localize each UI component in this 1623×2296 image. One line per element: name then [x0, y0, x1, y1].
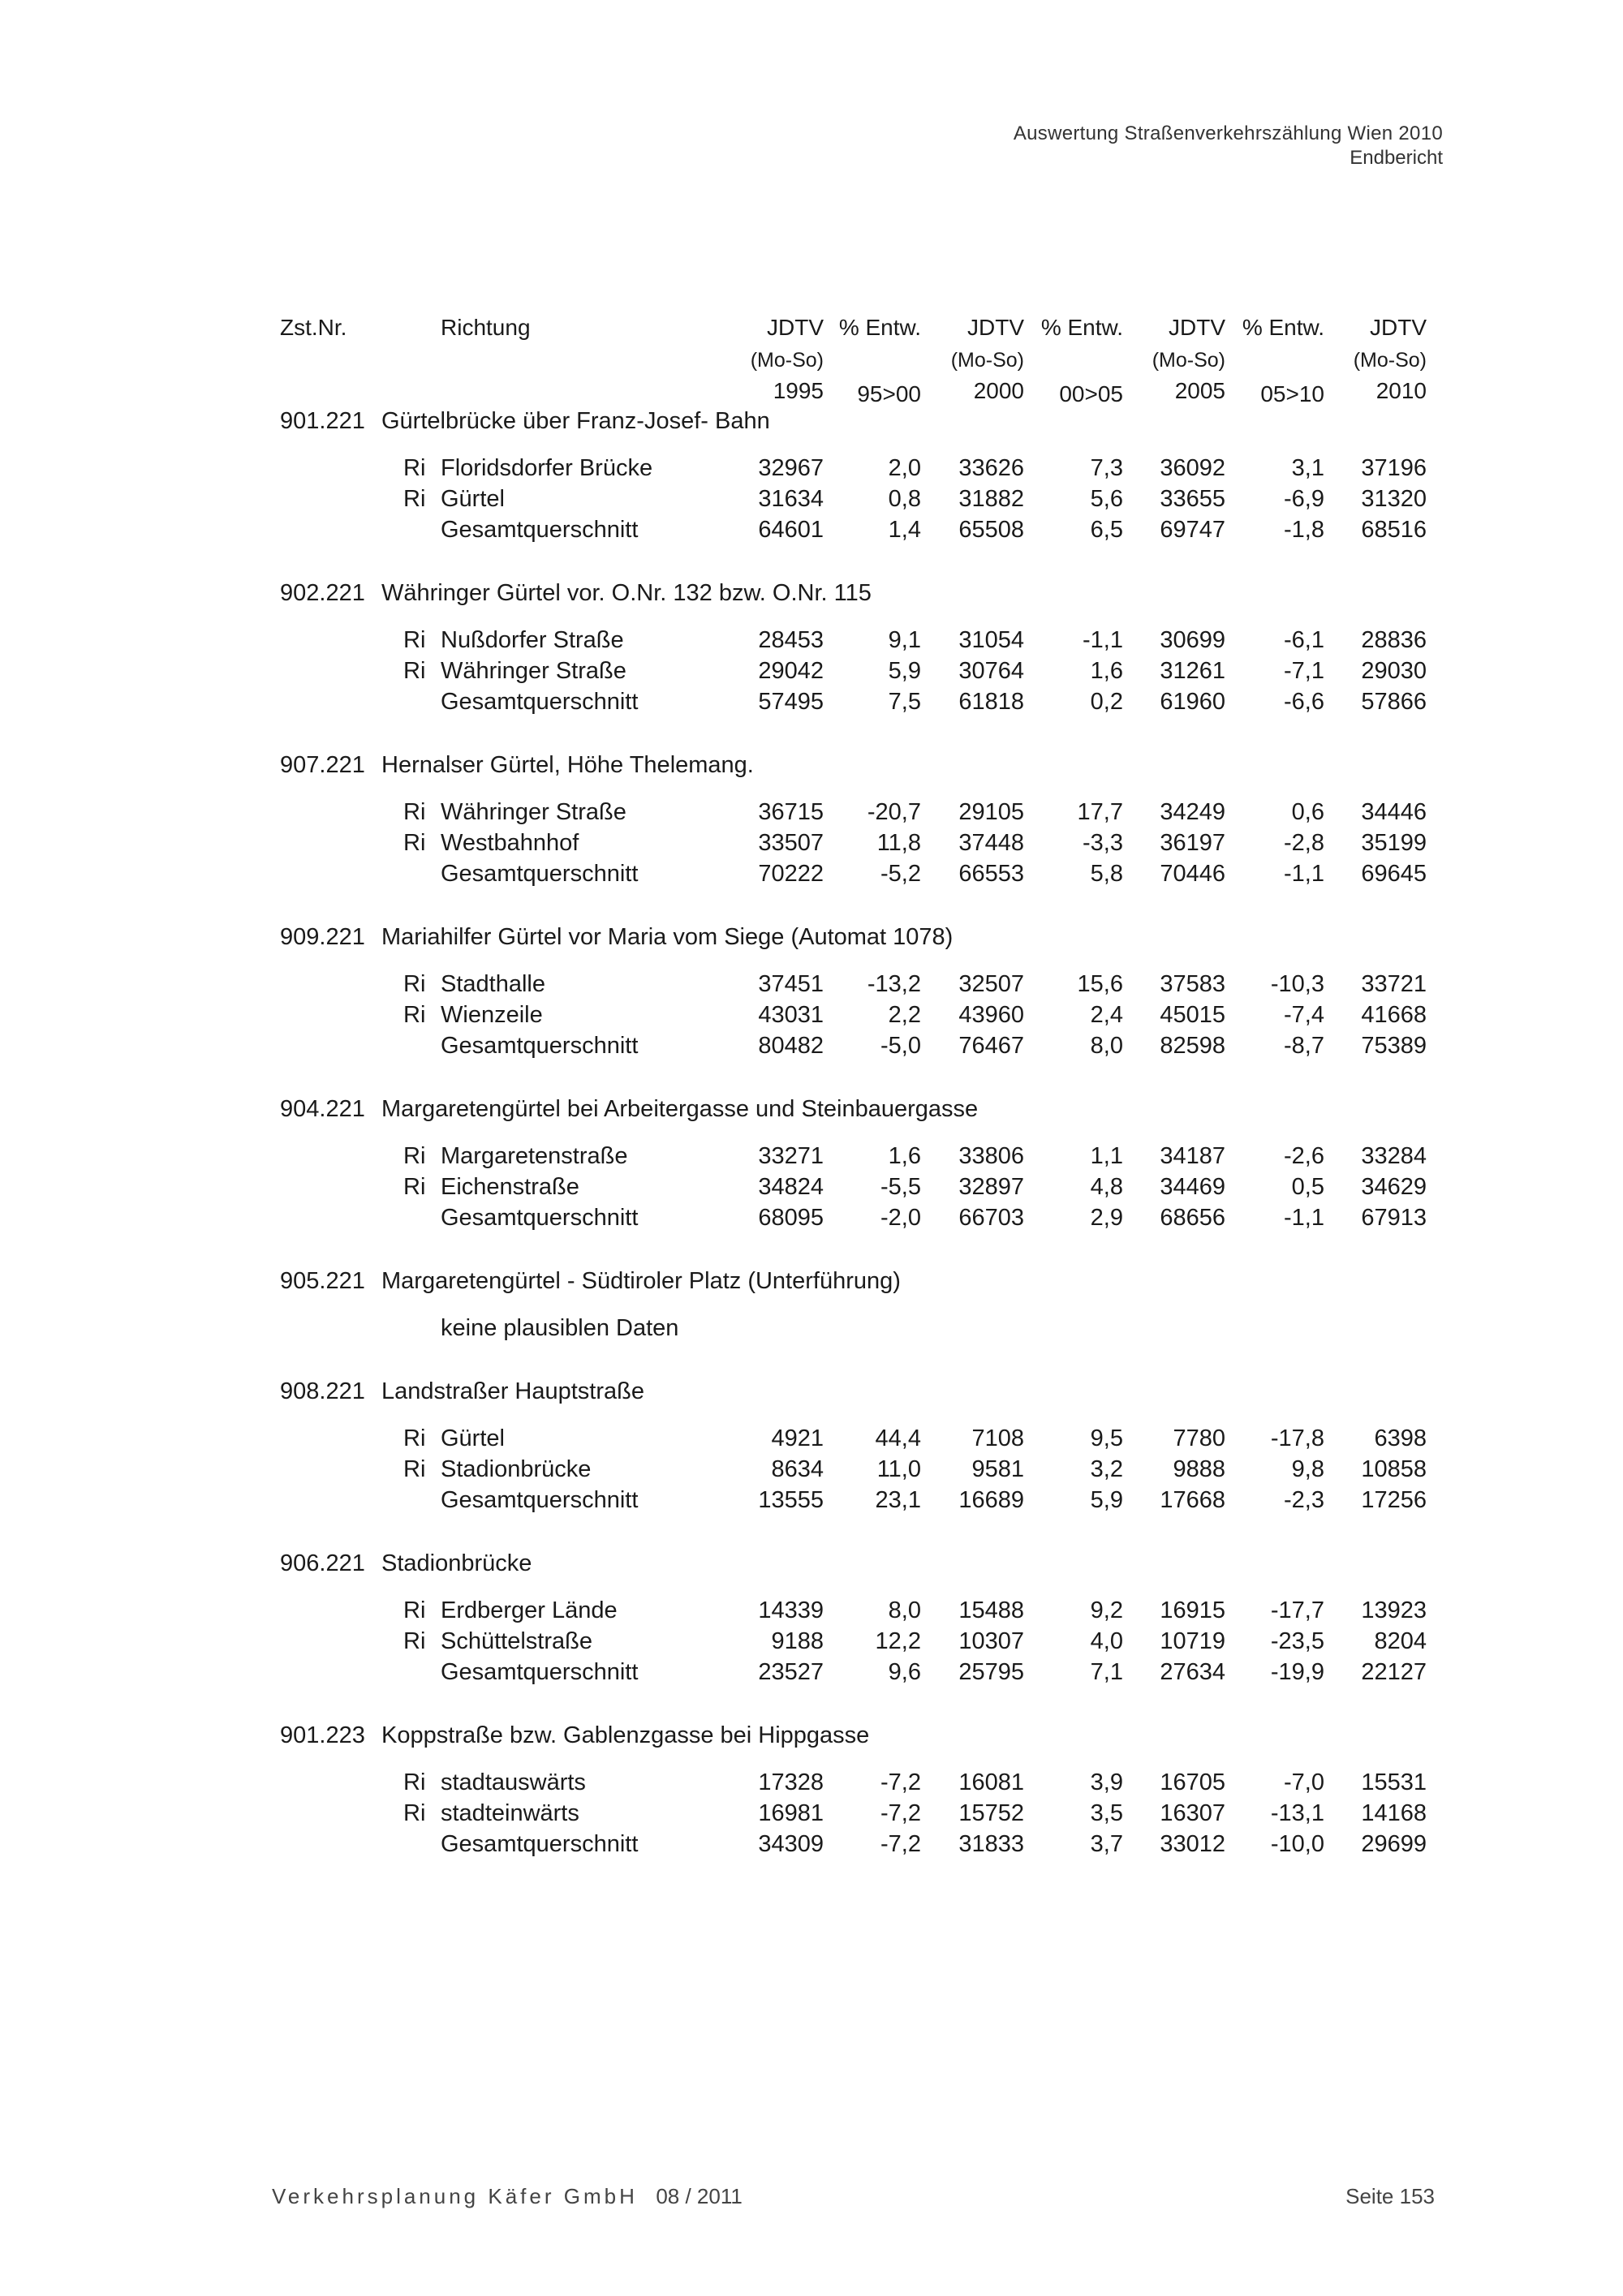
total-label: Gesamtquerschnitt — [441, 1487, 639, 1513]
total-label: Gesamtquerschnitt — [441, 1205, 639, 1231]
value-cell: 29042 — [758, 658, 824, 684]
value-cell: 66553 — [958, 861, 1024, 887]
value-cell: -7,2 — [880, 1831, 921, 1857]
value-cell: 1,6 — [888, 1143, 921, 1169]
value-cell: 36715 — [758, 799, 824, 825]
direction-name: Wienzeile — [441, 1002, 543, 1028]
value-cell: 16981 — [758, 1800, 824, 1826]
value-cell: -7,2 — [880, 1800, 921, 1826]
company-name: Verkehrsplanung Käfer GmbH — [272, 2184, 638, 2208]
value-cell: 37448 — [958, 830, 1024, 856]
direction-prefix: Ri — [403, 627, 426, 653]
value-cell: 1,1 — [1090, 1143, 1123, 1169]
value-cell: -1,1 — [1284, 861, 1324, 887]
column-head-top: JDTV — [767, 315, 824, 340]
value-cell: -2,0 — [880, 1205, 921, 1231]
column-head-top: JDTV — [967, 315, 1024, 340]
value-cell: 34309 — [758, 1831, 824, 1857]
value-cell: 9,8 — [1291, 1456, 1324, 1482]
station-title: Stadionbrücke — [381, 1550, 532, 1576]
value-cell: 4,0 — [1090, 1628, 1123, 1654]
value-cell: -23,5 — [1270, 1628, 1324, 1654]
value-cell: -1,1 — [1284, 1205, 1324, 1231]
value-cell: -2,3 — [1284, 1487, 1324, 1513]
value-cell: 37451 — [758, 971, 824, 997]
value-cell: -6,1 — [1284, 627, 1324, 653]
value-cell: 17,7 — [1077, 799, 1123, 825]
direction-name: Margaretenstraße — [441, 1143, 628, 1169]
value-cell: 70222 — [758, 861, 824, 887]
footer-company — [272, 2184, 743, 2209]
value-cell: 23,1 — [875, 1487, 921, 1513]
value-cell: 13923 — [1361, 1597, 1427, 1623]
value-cell: 14339 — [758, 1597, 824, 1623]
value-cell: 33806 — [958, 1143, 1024, 1169]
station-number: 902.221 — [280, 580, 365, 606]
station-number: 908.221 — [280, 1378, 365, 1404]
value-cell: 32967 — [758, 455, 824, 481]
value-cell: 34469 — [1160, 1174, 1225, 1200]
direction-name: Schüttelstraße — [441, 1628, 592, 1654]
value-cell: 10858 — [1361, 1456, 1427, 1482]
column-head-period: 2005 — [1174, 378, 1225, 403]
value-cell: 7,5 — [888, 689, 921, 715]
value-cell: 36197 — [1160, 830, 1225, 856]
value-cell: 16081 — [958, 1769, 1024, 1795]
value-cell: 3,5 — [1090, 1800, 1123, 1826]
value-cell: 8204 — [1374, 1628, 1427, 1654]
value-cell: 2,4 — [1090, 1002, 1123, 1028]
column-head-period: 1995 — [773, 378, 824, 403]
value-cell: 75389 — [1361, 1033, 1427, 1059]
value-cell: 6,5 — [1090, 517, 1123, 543]
value-cell: 28836 — [1361, 627, 1427, 653]
value-cell: -17,8 — [1270, 1425, 1324, 1451]
value-cell: 37583 — [1160, 971, 1225, 997]
value-cell: 7780 — [1173, 1425, 1225, 1451]
value-cell: 44,4 — [875, 1425, 921, 1451]
total-label: Gesamtquerschnitt — [441, 1033, 639, 1059]
direction-name: Floridsdorfer Brücke — [441, 455, 653, 481]
value-cell: 29030 — [1361, 658, 1427, 684]
direction-prefix: Ri — [403, 486, 426, 512]
value-cell: 17328 — [758, 1769, 824, 1795]
value-cell: 5,9 — [1090, 1487, 1123, 1513]
direction-name: Währinger Straße — [441, 799, 626, 825]
value-cell: -5,2 — [880, 861, 921, 887]
value-cell: 16705 — [1160, 1769, 1225, 1795]
station-number: 909.221 — [280, 924, 365, 950]
value-cell: -5,5 — [880, 1174, 921, 1200]
column-head-top: JDTV — [1169, 315, 1225, 340]
column-head-top: % Entw. — [1242, 315, 1324, 340]
direction-prefix: Ri — [403, 1002, 426, 1028]
page-number: Seite 153 — [1345, 2184, 1435, 2208]
value-cell: 0,2 — [1090, 689, 1123, 715]
direction-prefix: Ri — [403, 1425, 426, 1451]
value-cell: 69747 — [1160, 517, 1225, 543]
direction-prefix: Ri — [403, 971, 426, 997]
total-label: Gesamtquerschnitt — [441, 1659, 639, 1685]
value-cell: 33507 — [758, 830, 824, 856]
direction-prefix: Ri — [403, 1143, 426, 1169]
value-cell: 69645 — [1361, 861, 1427, 887]
page-header — [1014, 122, 1443, 170]
station-number: 904.221 — [280, 1096, 365, 1122]
direction-name: Westbahnhof — [441, 830, 579, 856]
value-cell: -2,6 — [1284, 1143, 1324, 1169]
column-head-period: 00>05 — [1059, 381, 1123, 406]
direction-prefix: Ri — [403, 1174, 426, 1200]
value-cell: 3,7 — [1090, 1831, 1123, 1857]
value-cell: 30764 — [958, 658, 1024, 684]
value-cell: 14168 — [1361, 1800, 1427, 1826]
station-title: Gürtelbrücke über Franz-Josef- Bahn — [381, 408, 770, 434]
value-cell: 9188 — [771, 1628, 824, 1654]
value-cell: 23527 — [758, 1659, 824, 1685]
value-cell: 13555 — [758, 1487, 824, 1513]
value-cell: 29105 — [958, 799, 1024, 825]
value-cell: 33626 — [958, 455, 1024, 481]
value-cell: 9,1 — [888, 627, 921, 653]
value-cell: 33271 — [758, 1143, 824, 1169]
value-cell: 16689 — [958, 1487, 1024, 1513]
value-cell: 11,0 — [876, 1456, 921, 1482]
value-cell: 43031 — [758, 1002, 824, 1028]
value-cell: 3,2 — [1090, 1456, 1123, 1482]
station-title: Währinger Gürtel vor. O.Nr. 132 bzw. O.Nr. 115 — [381, 580, 872, 606]
value-cell: 28453 — [758, 627, 824, 653]
direction-name: Währinger Straße — [441, 658, 626, 684]
column-head-unit: (Mo-So) — [1353, 349, 1427, 372]
station-number: 906.221 — [280, 1550, 365, 1576]
value-cell: 34629 — [1361, 1174, 1427, 1200]
direction-prefix: Ri — [403, 799, 426, 825]
value-cell: 16307 — [1160, 1800, 1225, 1826]
station-title: Hernalser Gürtel, Höhe Thelemang. — [381, 752, 754, 778]
value-cell: 9,6 — [888, 1659, 921, 1685]
station-number: 905.221 — [280, 1268, 365, 1294]
value-cell: 10719 — [1160, 1628, 1225, 1654]
column-head-top: % Entw. — [838, 315, 921, 340]
value-cell: -2,8 — [1284, 830, 1324, 856]
value-cell: -1,1 — [1083, 627, 1123, 653]
station-number: 901.223 — [280, 1722, 365, 1748]
direction-name: Erdberger Lände — [441, 1597, 618, 1623]
footer-date: 08 / 2011 — [656, 2184, 743, 2208]
direction-prefix: Ri — [403, 830, 426, 856]
value-cell: -7,0 — [1284, 1769, 1324, 1795]
direction-prefix: Ri — [403, 1800, 426, 1826]
direction-prefix: Ri — [403, 1597, 426, 1623]
direction-prefix: Ri — [403, 1456, 426, 1482]
station-title: Margaretengürtel bei Arbeitergasse und Steinbauergasse — [381, 1096, 979, 1122]
value-cell: -20,7 — [867, 799, 921, 825]
value-cell: 34187 — [1160, 1143, 1225, 1169]
value-cell: 41668 — [1361, 1002, 1427, 1028]
value-cell: 31882 — [958, 486, 1024, 512]
value-cell: 0,6 — [1291, 799, 1324, 825]
value-cell: 9,5 — [1090, 1425, 1123, 1451]
value-cell: -7,4 — [1284, 1002, 1324, 1028]
value-cell: 33284 — [1361, 1143, 1427, 1169]
direction-name: stadtauswärts — [441, 1769, 586, 1795]
value-cell: 10307 — [958, 1628, 1024, 1654]
value-cell: 36092 — [1160, 455, 1225, 481]
value-cell: 34824 — [758, 1174, 824, 1200]
value-cell: 7,1 — [1090, 1659, 1123, 1685]
value-cell: 33721 — [1361, 971, 1427, 997]
value-cell: 29699 — [1361, 1831, 1427, 1857]
value-cell: -3,3 — [1083, 830, 1123, 856]
value-cell: 0,8 — [888, 486, 921, 512]
value-cell: 27634 — [1160, 1659, 1225, 1685]
value-cell: 31320 — [1361, 486, 1427, 512]
total-label: Gesamtquerschnitt — [441, 861, 639, 887]
value-cell: 68095 — [758, 1205, 824, 1231]
value-cell: 32507 — [958, 971, 1024, 997]
direction-prefix: Ri — [403, 1628, 426, 1654]
column-head-period: 2010 — [1375, 378, 1427, 403]
value-cell: 12,2 — [875, 1628, 921, 1654]
value-cell: 3,9 — [1090, 1769, 1123, 1795]
value-cell: -7,1 — [1284, 658, 1324, 684]
value-cell: 8,0 — [1090, 1033, 1123, 1059]
value-cell: 34249 — [1160, 799, 1225, 825]
value-cell: 37196 — [1361, 455, 1427, 481]
value-cell: -19,9 — [1270, 1659, 1324, 1685]
total-label: Gesamtquerschnitt — [441, 689, 639, 715]
column-head-top: JDTV — [1370, 315, 1427, 340]
value-cell: -6,9 — [1284, 486, 1324, 512]
value-cell: 2,2 — [888, 1002, 921, 1028]
direction-name: stadteinwärts — [441, 1800, 579, 1826]
value-cell: -6,6 — [1284, 689, 1324, 715]
value-cell: 31261 — [1160, 658, 1225, 684]
station-title: Koppstraße bzw. Gablenzgasse bei Hippgasse — [381, 1722, 870, 1748]
value-cell: 31634 — [758, 486, 824, 512]
value-cell: 15,6 — [1077, 971, 1123, 997]
value-cell: -8,7 — [1284, 1033, 1324, 1059]
value-cell: 5,9 — [888, 658, 921, 684]
column-head-period: 95>00 — [857, 381, 921, 406]
value-cell: 17256 — [1361, 1487, 1427, 1513]
direction-prefix: Ri — [403, 658, 426, 684]
value-cell: 68656 — [1160, 1205, 1225, 1231]
value-cell: 9888 — [1173, 1456, 1225, 1482]
value-cell: -10,0 — [1270, 1831, 1324, 1857]
value-cell: 65508 — [958, 517, 1024, 543]
direction-prefix: Ri — [403, 1769, 426, 1795]
value-cell: -1,8 — [1284, 517, 1324, 543]
column-zst-nr: Zst.Nr. — [280, 315, 347, 340]
value-cell: 64601 — [758, 517, 824, 543]
no-data-note: keine plausiblen Daten — [441, 1315, 679, 1341]
value-cell: 43960 — [958, 1002, 1024, 1028]
value-cell: 17668 — [1160, 1487, 1225, 1513]
value-cell: 15488 — [958, 1597, 1024, 1623]
value-cell: 80482 — [758, 1033, 824, 1059]
value-cell: 34446 — [1361, 799, 1427, 825]
value-cell: -13,1 — [1270, 1800, 1324, 1826]
value-cell: 2,9 — [1090, 1205, 1123, 1231]
column-head-top: % Entw. — [1040, 315, 1123, 340]
report-title: Auswertung Straßenverkehrszählung Wien 2010 — [1013, 123, 1443, 144]
direction-name: Gürtel — [441, 486, 505, 512]
total-label: Gesamtquerschnitt — [441, 1831, 639, 1857]
value-cell: 61818 — [958, 689, 1024, 715]
value-cell: 3,1 — [1291, 455, 1324, 481]
value-cell: -7,2 — [880, 1769, 921, 1795]
station-title: Mariahilfer Gürtel vor Maria vom Siege (Automat 1078) — [381, 924, 954, 950]
column-richtung: Richtung — [441, 315, 531, 340]
column-head-period: 05>10 — [1260, 381, 1324, 406]
column-head-unit: (Mo-So) — [750, 349, 824, 372]
value-cell: 8634 — [771, 1456, 824, 1482]
value-cell: 9581 — [971, 1456, 1024, 1482]
column-head-period: 2000 — [973, 378, 1024, 403]
value-cell: 7,3 — [1090, 455, 1123, 481]
value-cell: 4,8 — [1090, 1174, 1123, 1200]
value-cell: 33012 — [1160, 1831, 1225, 1857]
station-number: 901.221 — [280, 408, 365, 434]
value-cell: 67913 — [1361, 1205, 1427, 1231]
value-cell: 35199 — [1361, 830, 1427, 856]
value-cell: 8,0 — [888, 1597, 921, 1623]
value-cell: -17,7 — [1270, 1597, 1324, 1623]
value-cell: 22127 — [1361, 1659, 1427, 1685]
value-cell: 30699 — [1160, 627, 1225, 653]
value-cell: 82598 — [1160, 1033, 1225, 1059]
value-cell: 33655 — [1160, 486, 1225, 512]
value-cell: 6398 — [1374, 1425, 1427, 1451]
value-cell: 11,8 — [876, 830, 921, 856]
direction-name: Stadthalle — [441, 971, 545, 997]
station-number: 907.221 — [280, 752, 365, 778]
direction-prefix: Ri — [403, 455, 426, 481]
value-cell: 57495 — [758, 689, 824, 715]
value-cell: 2,0 — [888, 455, 921, 481]
value-cell: 70446 — [1160, 861, 1225, 887]
direction-name: Gürtel — [441, 1425, 505, 1451]
value-cell: 4921 — [771, 1425, 824, 1451]
column-head-unit: (Mo-So) — [950, 349, 1024, 372]
value-cell: 15531 — [1361, 1769, 1427, 1795]
value-cell: 45015 — [1160, 1002, 1225, 1028]
direction-name: Stadionbrücke — [441, 1456, 592, 1482]
value-cell: 5,6 — [1090, 486, 1123, 512]
value-cell: -13,2 — [867, 971, 921, 997]
value-cell: -5,0 — [880, 1033, 921, 1059]
value-cell: 32897 — [958, 1174, 1024, 1200]
value-cell: 0,5 — [1291, 1174, 1324, 1200]
value-cell: 76467 — [958, 1033, 1024, 1059]
value-cell: 16915 — [1160, 1597, 1225, 1623]
value-cell: 31054 — [958, 627, 1024, 653]
value-cell: 5,8 — [1090, 861, 1123, 887]
value-cell: 1,6 — [1090, 658, 1123, 684]
station-title: Landstraßer Hauptstraße — [381, 1378, 644, 1404]
value-cell: 7108 — [971, 1425, 1024, 1451]
value-cell: 66703 — [958, 1205, 1024, 1231]
value-cell: 1,4 — [888, 517, 921, 543]
direction-name: Nußdorfer Straße — [441, 627, 624, 653]
value-cell: 31833 — [958, 1831, 1024, 1857]
station-title: Margaretengürtel - Südtiroler Platz (Unterführung) — [381, 1268, 901, 1294]
value-cell: 15752 — [958, 1800, 1024, 1826]
value-cell: 68516 — [1361, 517, 1427, 543]
value-cell: 9,2 — [1090, 1597, 1123, 1623]
report-subtitle: Endbericht — [1350, 147, 1443, 169]
value-cell: 57866 — [1361, 689, 1427, 715]
total-label: Gesamtquerschnitt — [441, 517, 639, 543]
value-cell: 61960 — [1160, 689, 1225, 715]
direction-name: Eichenstraße — [441, 1174, 579, 1200]
column-head-unit: (Mo-So) — [1152, 349, 1225, 372]
value-cell: 25795 — [958, 1659, 1024, 1685]
value-cell: -10,3 — [1270, 971, 1324, 997]
